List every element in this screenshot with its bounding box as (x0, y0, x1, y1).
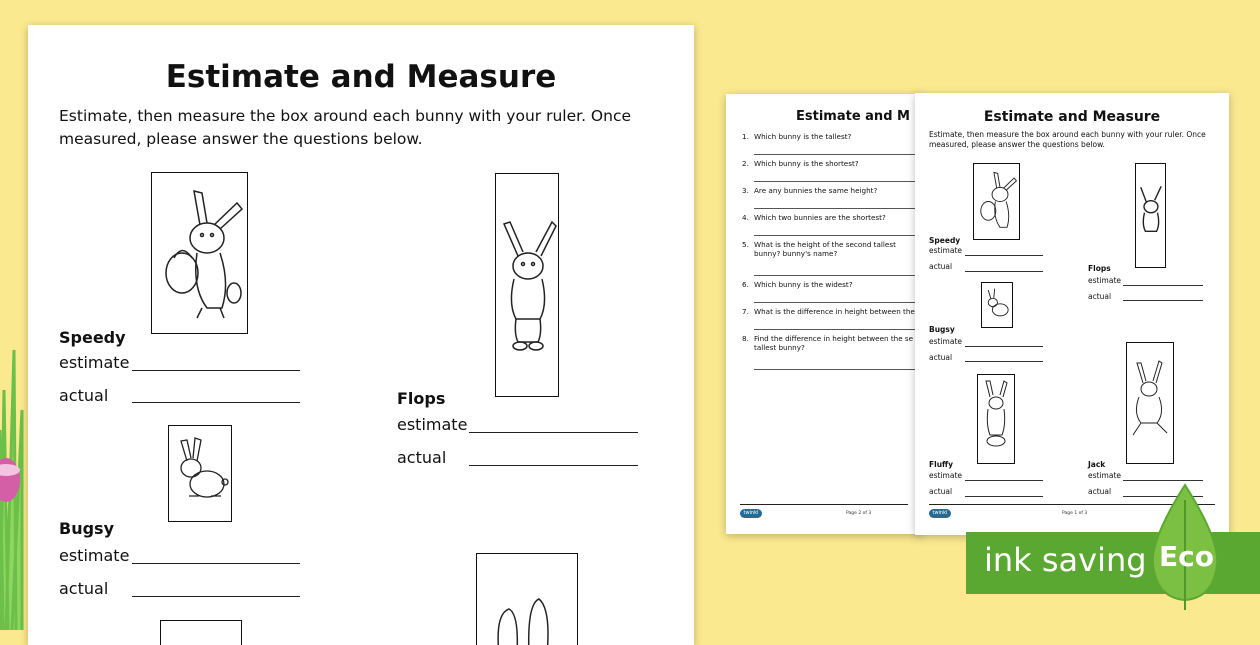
bugsy-estimate-field[interactable] (132, 563, 300, 564)
preview-flops-actual-label: actual (1088, 292, 1112, 301)
preview-flops-estimate-field[interactable] (1123, 285, 1203, 286)
fluffy-bunny-box (160, 620, 242, 645)
questions-list (742, 130, 917, 372)
fluffy-small-box (977, 374, 1015, 464)
preview-fluffy-estimate-field[interactable] (965, 480, 1043, 481)
preview-bugsy-name: Bugsy (929, 325, 955, 334)
jack-small-box (1126, 342, 1174, 464)
question-item: 1. Which bunny is the tallest? (742, 130, 917, 157)
worksheet-instructions: Estimate, then measure the box around each bunny with your ruler. Once measured, please answer the questions below. (59, 107, 632, 148)
preview-title: Estimate and Measure (983, 109, 1161, 125)
preview-bugsy-actual-label: actual (929, 353, 953, 362)
page-number: Page 1 of 3 (1062, 511, 1088, 516)
speedy-actual-field[interactable] (132, 402, 300, 403)
bugsy-estimate-label: estimate (59, 546, 130, 565)
preview-fluffy-name: Fluffy (929, 460, 953, 469)
speedy-estimate-field[interactable] (132, 370, 300, 371)
eco-label: Eco (1159, 540, 1214, 573)
worksheet-preview-page (915, 93, 1229, 535)
preview-bugsy-estimate-label: estimate (929, 337, 963, 346)
questions-page (726, 94, 922, 534)
question-item: 6. Which bunny is the widest? (742, 278, 917, 305)
bugsy-name: Bugsy (59, 519, 114, 538)
question-item: 4. Which two bunnies are the shortest? (742, 211, 917, 238)
preview-jack-name: Jack (1088, 460, 1106, 469)
footer-divider (740, 504, 908, 505)
speedy-actual-label: actual (59, 386, 109, 405)
speedy-estimate-label: estimate (59, 353, 130, 372)
preview-fluffy-actual-label: actual (929, 487, 953, 496)
bugsy-actual-field[interactable] (132, 596, 300, 597)
preview-bugsy-actual-field[interactable] (965, 361, 1043, 362)
preview-flops-name: Flops (1088, 264, 1111, 273)
preview-speedy-estimate-field[interactable] (965, 255, 1043, 256)
preview-fluffy-actual-field[interactable] (965, 496, 1043, 497)
flops-actual-label: actual (397, 448, 447, 467)
twinkl-logo: twinkl (929, 509, 951, 518)
ink-saving-label: ink saving (984, 541, 1147, 579)
sitting-bunny-icon (982, 283, 1012, 327)
speedy-name: Speedy (59, 328, 126, 347)
standing-bunny-icon (1136, 164, 1165, 267)
flops-estimate-label: estimate (397, 415, 468, 434)
question-item: 3. Are any bunnies the same height? (742, 184, 917, 211)
twinkl-logo: twinkl (740, 509, 762, 518)
preview-bugsy-estimate-field[interactable] (965, 346, 1043, 347)
bunny-ears-icon (477, 554, 577, 645)
flops-name: Flops (397, 389, 446, 408)
flops-small-box (1135, 163, 1166, 268)
bugsy-small-box (981, 282, 1013, 328)
preview-jack-actual-label: actual (1088, 487, 1112, 496)
questions-page-title: Estimate and M (796, 109, 910, 124)
worksheet-title: Estimate and Measure (165, 59, 557, 95)
preview-instructions: Estimate, then measure the box around each bunny with your ruler. Once measured, please answer the questions below. (929, 130, 1206, 149)
jack-bunny-box (476, 553, 578, 645)
speedy-bunny-box (151, 172, 248, 334)
preview-speedy-name: Speedy (929, 236, 961, 245)
speedy-small-box (973, 163, 1020, 240)
preview-speedy-actual-label: actual (929, 262, 953, 271)
preview-fluffy-estimate-label: estimate (929, 471, 963, 480)
preview-jack-estimate-label: estimate (1088, 471, 1122, 480)
sitting-bunny-icon (169, 426, 231, 521)
bugsy-actual-label: actual (59, 579, 109, 598)
standing-bunny-icon (978, 375, 1014, 463)
preview-flops-actual-field[interactable] (1123, 300, 1203, 301)
main-worksheet-page (28, 25, 694, 645)
preview-flops-estimate-label: estimate (1088, 276, 1122, 285)
question-item: 2. Which bunny is the shortest? (742, 157, 917, 184)
preview-speedy-estimate-label: estimate (929, 246, 963, 255)
bugsy-bunny-box (168, 425, 232, 522)
page-number: Page 2 of 3 (846, 511, 872, 516)
preview-speedy-actual-field[interactable] (965, 271, 1043, 272)
grass-decoration (0, 330, 30, 630)
question-item: 7. What is the difference in height between the (742, 305, 917, 332)
jumping-bunny-icon (1127, 343, 1173, 463)
question-item: 5. What is the height of the second tallest bunny? bunny's name? (742, 238, 917, 278)
standing-bunny-icon (496, 174, 558, 396)
flops-bunny-box (495, 173, 559, 397)
flops-actual-field[interactable] (469, 465, 638, 466)
flops-estimate-field[interactable] (469, 432, 638, 433)
bunny-with-basket-icon (974, 164, 1019, 239)
bunny-with-basket-icon (152, 173, 247, 333)
question-item: 8. Find the difference in height between the se tallest bunny? (742, 332, 917, 372)
